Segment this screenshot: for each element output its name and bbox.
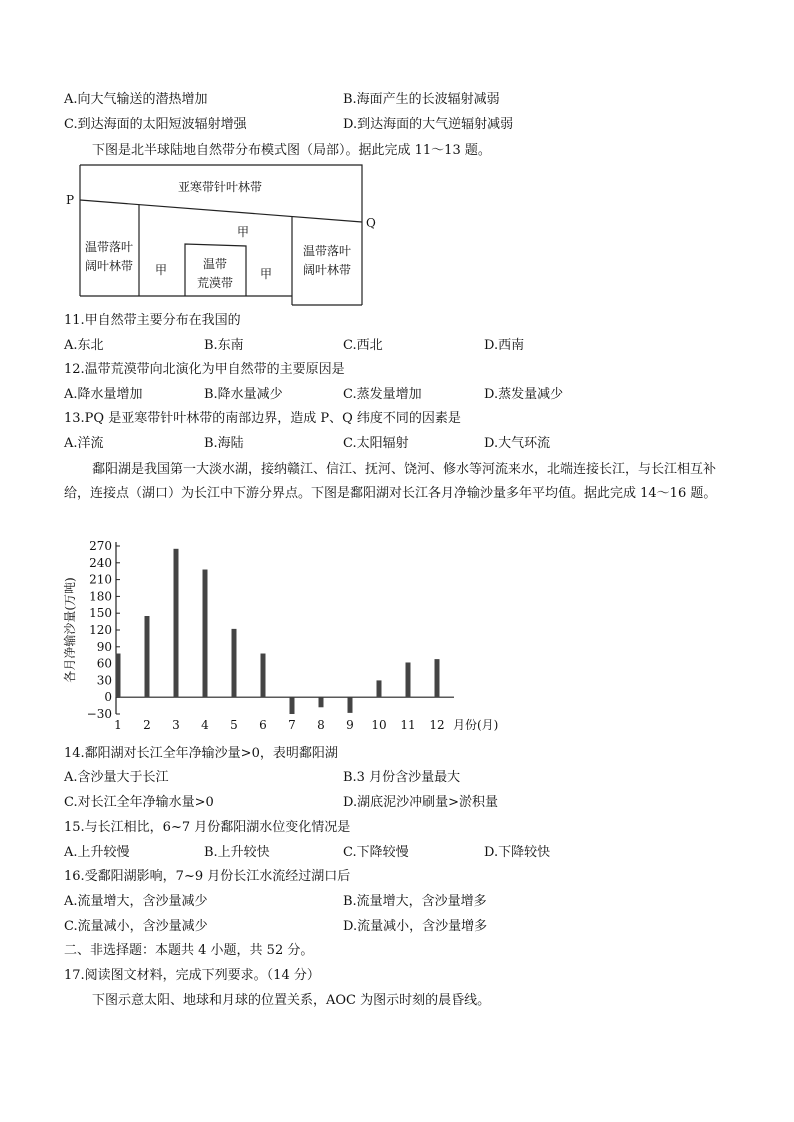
bar bbox=[319, 697, 324, 707]
q14-option-b: B.3 月份含沙量最大 bbox=[343, 770, 461, 785]
q17-intro: 下图示意太阳、地球和月球的位置关系，AOC 为图示时刻的晨昏线。 bbox=[92, 993, 491, 1008]
bar bbox=[435, 659, 440, 697]
x-tick-label: 1 bbox=[114, 718, 122, 732]
q16-option-b: B.流量增大，含沙量增多 bbox=[343, 894, 487, 909]
y-tick-label: 90 bbox=[96, 639, 112, 654]
left-zone-label-1: 温带落叶 bbox=[84, 240, 134, 254]
bar bbox=[174, 549, 179, 697]
q13-option-b: B.海陆 bbox=[204, 436, 244, 451]
bar bbox=[203, 570, 208, 698]
bar bbox=[406, 662, 411, 697]
y-tick-label: 120 bbox=[89, 623, 112, 637]
x-tick-label: 10 bbox=[371, 718, 387, 732]
x-tick-label: 7 bbox=[288, 718, 296, 732]
bar bbox=[377, 680, 382, 697]
q16-stem: 16.受鄱阳湖影响，7~9 月份长江水流经过湖口后 bbox=[64, 869, 351, 884]
q13-option-d: D.大气环流 bbox=[484, 436, 551, 451]
q14-stem: 14.鄱阳湖对长江全年净输沙量>0，表明鄱阳湖 bbox=[64, 746, 338, 761]
jia-label-right: 甲 bbox=[259, 267, 273, 281]
x-tick-label: 3 bbox=[172, 718, 180, 732]
q14-option-c: C.对长江全年净输水量>0 bbox=[64, 795, 214, 810]
bar bbox=[232, 629, 237, 697]
jia-label-top: 甲 bbox=[236, 225, 250, 239]
q15-stem: 15.与长江相比，6~7 月份鄱阳湖水位变化情况是 bbox=[64, 820, 351, 835]
bar bbox=[145, 616, 150, 697]
x-tick-label: 12 bbox=[429, 718, 445, 732]
section-2-heading: 二、非选择题：本题共 4 小题，共 52 分。 bbox=[64, 943, 314, 958]
x-tick-label: 9 bbox=[346, 718, 354, 732]
intro-14-16: 鄱阳湖是我国第一大淡水湖，接纳赣江、信江、抚河、饶河、修水等河流来水，北端连接长江，与长江相互补给，连接点（湖口）为长江中下游分界点。下图是鄱阳湖对长江各月净输沙量多年平均值。据此完成 14～16 题。 bbox=[64, 462, 717, 501]
desert-label-2: 荒漠带 bbox=[196, 276, 234, 290]
q12-option-c: C.蒸发量增加 bbox=[343, 387, 422, 402]
desert-label-1: 温带 bbox=[202, 257, 228, 271]
sediment-bar-chart bbox=[60, 530, 499, 735]
natural-zone-diagram bbox=[60, 160, 390, 310]
y-tick-label: 150 bbox=[89, 606, 112, 621]
y-tick-label: 30 bbox=[96, 673, 112, 688]
q13-stem: 13.PQ 是亚寒带针叶林带的南部边界，造成 P、Q 纬度不同的因素是 bbox=[64, 411, 461, 426]
q11-stem: 11.甲自然带主要分布在我国的 bbox=[64, 313, 241, 328]
x-tick-label: 6 bbox=[259, 718, 267, 732]
left-zone-label-2: 阔叶林带 bbox=[84, 259, 134, 273]
x-tick-label: 2 bbox=[143, 718, 151, 732]
q15-option-c: C.下降较慢 bbox=[343, 845, 409, 860]
q14-option-a: A.含沙量大于长江 bbox=[64, 770, 169, 785]
q11-option-b: B.东南 bbox=[204, 338, 244, 353]
label-p: P bbox=[66, 193, 75, 207]
y-tick-label: 0 bbox=[104, 690, 112, 705]
label-q: Q bbox=[366, 216, 376, 230]
q11-option-c: C.西北 bbox=[343, 338, 383, 353]
q16-option-a: A.流量增大，含沙量减少 bbox=[64, 894, 208, 909]
bar bbox=[116, 654, 121, 698]
x-tick-label: 11 bbox=[400, 718, 416, 732]
bar bbox=[348, 697, 353, 713]
q14-option-d: D.湖底泥沙冲刷量>淤积量 bbox=[343, 795, 498, 810]
q15-option-a: A.上升较慢 bbox=[64, 845, 130, 860]
q10-option-a: A.向大气输送的潜热增加 bbox=[64, 92, 208, 107]
q15-option-b: B.上升较快 bbox=[204, 845, 270, 860]
intro-11-13: 下图是北半球陆地自然带分布模式图（局部）。据此完成 11～13 题。 bbox=[92, 143, 491, 158]
y-axis-label: 各月净输沙量(万吨) bbox=[63, 577, 77, 683]
q12-stem: 12.温带荒漠带向北演化为甲自然带的主要原因是 bbox=[64, 362, 345, 377]
q10-option-b: B.海面产生的长波辐射减弱 bbox=[343, 92, 500, 107]
jia-label-left: 甲 bbox=[154, 263, 168, 277]
y-tick-label: 60 bbox=[96, 656, 112, 671]
right-zone-label-1: 温带落叶 bbox=[302, 244, 352, 258]
x-tick-label: 4 bbox=[201, 718, 209, 732]
q10-option-c: C.到达海面的太阳短波辐射增强 bbox=[64, 117, 247, 132]
subarctic-zone-label: 亚寒带针叶林带 bbox=[177, 180, 263, 194]
q13-option-c: C.太阳辐射 bbox=[343, 436, 409, 451]
bar bbox=[261, 654, 266, 698]
right-zone-label-2: 阔叶林带 bbox=[302, 263, 352, 277]
x-axis-label: 月份(月) bbox=[453, 718, 499, 732]
q10-option-d: D.到达海面的大气逆辐射减弱 bbox=[343, 117, 514, 132]
q11-option-d: D.西南 bbox=[484, 338, 525, 353]
q13-option-a: A.洋流 bbox=[64, 436, 104, 451]
q17-stem: 17.阅读图文材料，完成下列要求。（14 分） bbox=[64, 968, 320, 983]
x-tick-label: 8 bbox=[317, 718, 325, 732]
y-tick-label: 270 bbox=[89, 539, 112, 553]
q12-option-d: D.蒸发量减少 bbox=[484, 387, 564, 402]
x-tick-label: 5 bbox=[230, 718, 238, 732]
q16-option-d: D.流量减小，含沙量增多 bbox=[343, 919, 488, 934]
y-tick-label: 240 bbox=[89, 555, 112, 570]
y-tick-label: −30 bbox=[86, 707, 112, 721]
y-tick-label: 210 bbox=[89, 572, 112, 587]
q12-option-a: A.降水量增加 bbox=[64, 387, 143, 402]
y-tick-label: 180 bbox=[89, 589, 112, 604]
q12-option-b: B.降水量减少 bbox=[204, 387, 283, 402]
q16-option-c: C.流量减小，含沙量减少 bbox=[64, 919, 208, 934]
q11-option-a: A.东北 bbox=[64, 338, 104, 353]
bar bbox=[290, 697, 295, 714]
q15-option-d: D.下降较快 bbox=[484, 845, 551, 860]
